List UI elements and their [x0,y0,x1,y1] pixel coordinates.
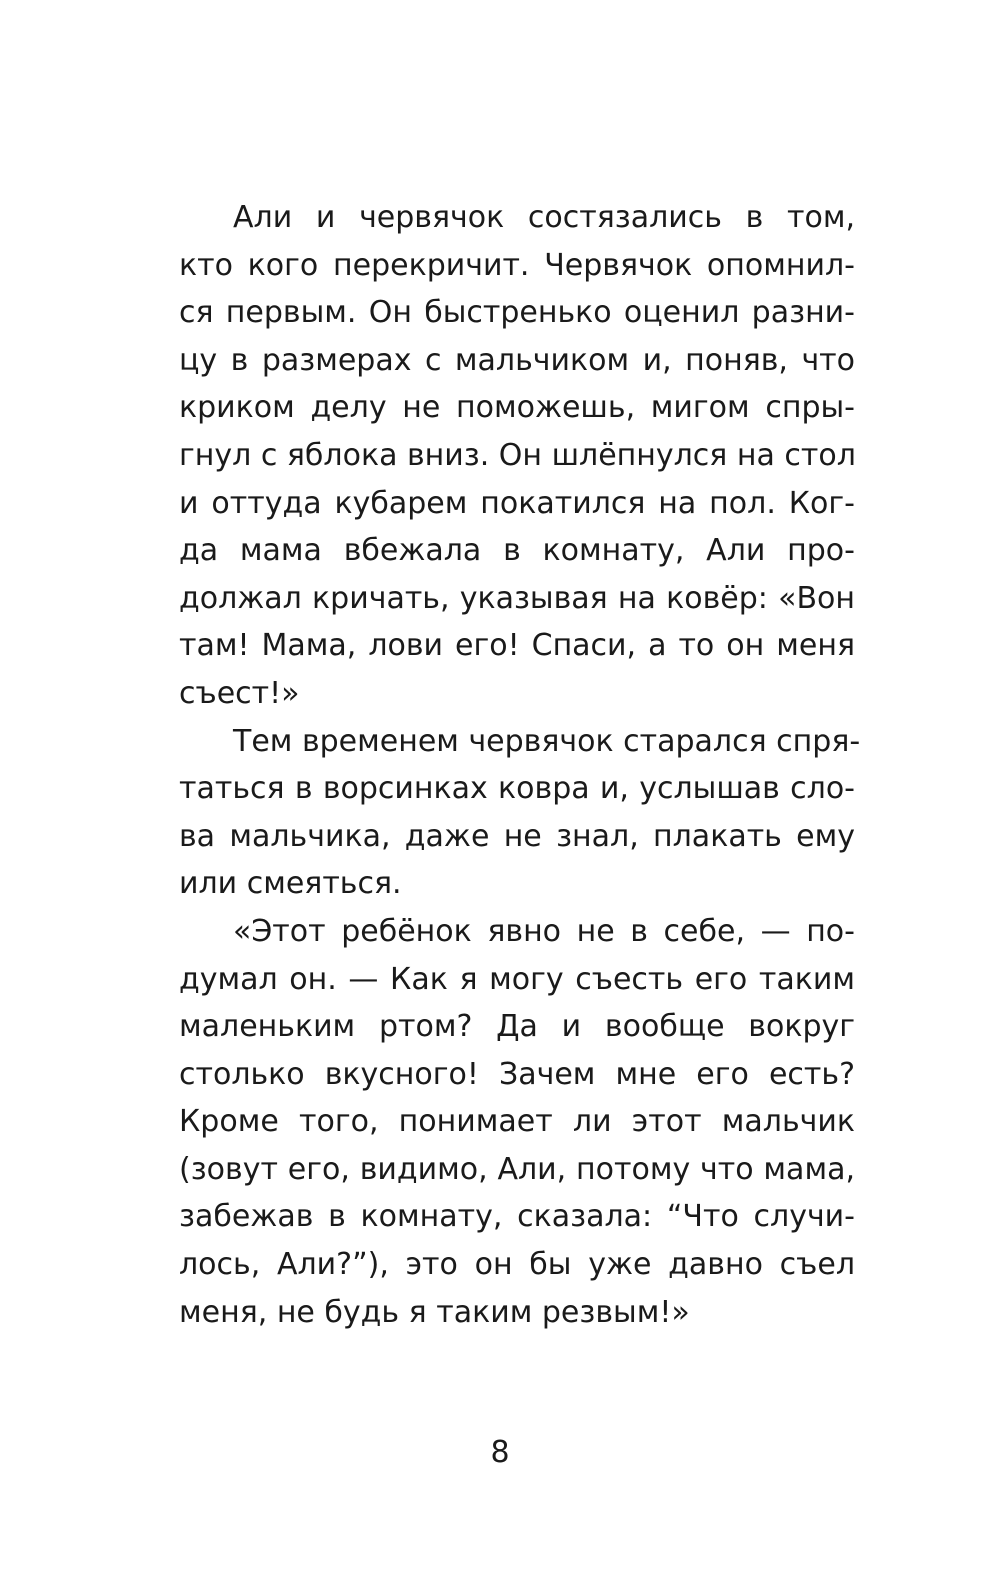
paragraph-2-line-3: ва мальчика, даже не знал, плакать ему [179,818,855,854]
paragraph-2-line-2: таться в ворсинках ковра и, услышав сло- [179,771,855,807]
paragraph-1-line-7: и оттуда кубарем покатился на пол. Ког- [179,485,855,521]
paragraph-3-line-5: Кроме того, понимает ли этот мальчик [179,1104,855,1140]
paragraph-2-line-4: или смеяться. [179,866,402,902]
paragraph-3-line-8: лось, Али?”), это он бы уже давно съел [179,1247,855,1283]
paragraph-3-line-1: «Этот ребёнок явно не в себе, — по- [233,913,855,949]
paragraph-3-line-4: столько вкусного! Зачем мне его есть? [179,1056,855,1092]
paragraph-1-line-5: криком делу не поможешь, мигом спры- [179,390,855,426]
paragraph-3-line-6: (зовут его, видимо, Али, потому что мама, [179,1151,855,1187]
paragraph-1-line-4: цу в размерах с мальчиком и, поняв, что [179,342,855,378]
paragraph-1-line-9: должал кричать, указывая на ковёр: «Вон [179,580,855,616]
paragraph-3-line-9: меня, не будь я таким резвым!» [179,1294,690,1330]
body-text [179,194,861,1336]
paragraph-1-line-6: гнул с яблока вниз. Он шлёпнулся на стол [179,437,856,473]
paragraph-3-line-3: маленьким ртом? Да и вообще вокруг [179,1009,855,1045]
paragraph-2-line-1: Тем временем червячок старался спря- [233,723,861,759]
paragraph-1-line-8: да мама вбежала в комнату, Али про- [179,533,855,569]
paragraph-1-line-3: ся первым. Он быстренько оценил разни- [179,295,855,331]
paragraph-1-line-1: Али и червячок состязались в том, [233,200,855,235]
paragraph-1-line-2: кто кого перекричит. Червячок опомнил- [179,247,855,283]
page-number: 8 [490,1435,510,1470]
paragraph-1-line-11: съест!» [179,675,300,711]
paragraph-3-line-7: забежав в комнату, сказала: “Что случи- [179,1199,855,1235]
paragraph-1-line-10: там! Мама, лови его! Спаси, а то он меня [179,628,855,664]
paragraph-3-line-2: думал он. — Как я могу съесть его таким [179,961,855,997]
